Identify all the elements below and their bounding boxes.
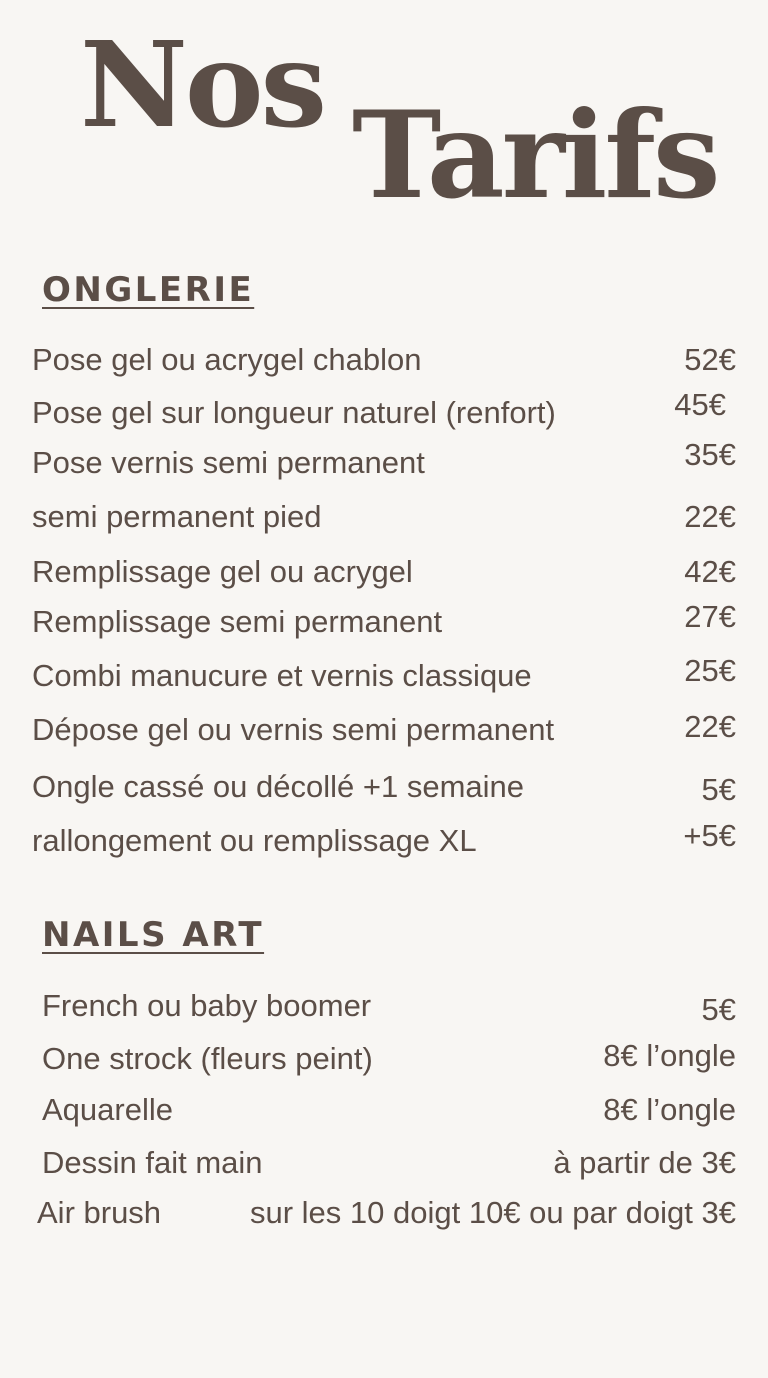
service-label: Air brush — [37, 1195, 162, 1230]
price-row — [32, 340, 736, 380]
service-price: 42€ — [684, 554, 736, 589]
service-price: 5€ — [701, 992, 736, 1027]
service-label: rallongement ou remplissage XL — [32, 823, 477, 858]
service-price: 22€ — [684, 499, 736, 534]
service-price: 5€ — [701, 772, 736, 807]
service-label: Dépose gel ou vernis semi permanent — [32, 712, 555, 747]
price-row — [42, 1039, 736, 1079]
service-label: Remplissage gel ou acrygel — [32, 554, 413, 589]
service-price: 22€ — [684, 709, 736, 744]
price-row — [32, 599, 736, 642]
service-price: +5€ — [683, 818, 736, 853]
price-row — [32, 818, 736, 861]
service-price: sur les 10 doigt 10€ ou par doigt 3€ — [249, 1195, 736, 1230]
service-label: Combi manucure et vernis classique — [32, 658, 532, 693]
price-row — [42, 1090, 736, 1130]
price-row — [32, 710, 736, 750]
service-label: semi permanent pied — [32, 499, 322, 534]
service-label: Remplissage semi permanent — [32, 604, 443, 639]
title-line-2: Tarifs — [352, 85, 718, 226]
service-label: Pose gel sur longueur naturel (renfort) — [32, 395, 556, 430]
service-label: Aquarelle — [42, 1092, 173, 1127]
airbrush-row — [37, 1193, 736, 1233]
price-row — [32, 497, 736, 537]
service-price: 27€ — [684, 599, 736, 634]
service-price: 52€ — [684, 342, 736, 377]
service-price: 35€ — [684, 437, 736, 472]
service-price: 45€ — [674, 387, 726, 422]
service-price: 25€ — [684, 653, 736, 688]
service-label: One strock (fleurs peint) — [42, 1041, 373, 1076]
service-label: Dessin fait main — [42, 1145, 263, 1180]
service-price: 8€ l’ongle — [603, 1038, 736, 1073]
service-label: Ongle cassé ou décollé +1 semaine — [32, 769, 525, 804]
price-row — [32, 387, 736, 433]
price-row — [42, 1143, 736, 1183]
service-label: French ou baby boomer — [42, 988, 372, 1023]
service-price: à partir de 3€ — [553, 1145, 736, 1180]
title-line-1: Nos — [80, 15, 324, 154]
price-row — [32, 767, 736, 807]
service-label: Pose gel ou acrygel chablon — [32, 342, 422, 377]
service-label: Pose vernis semi permanent — [32, 445, 425, 480]
service-price: 8€ l’ongle — [603, 1092, 736, 1127]
nails-art-heading: NAILS ART — [42, 915, 265, 955]
price-row — [42, 986, 736, 1026]
price-row — [32, 653, 736, 696]
onglerie-heading: ONGLERIE — [42, 270, 255, 310]
price-row — [32, 437, 736, 483]
price-row — [32, 552, 736, 592]
